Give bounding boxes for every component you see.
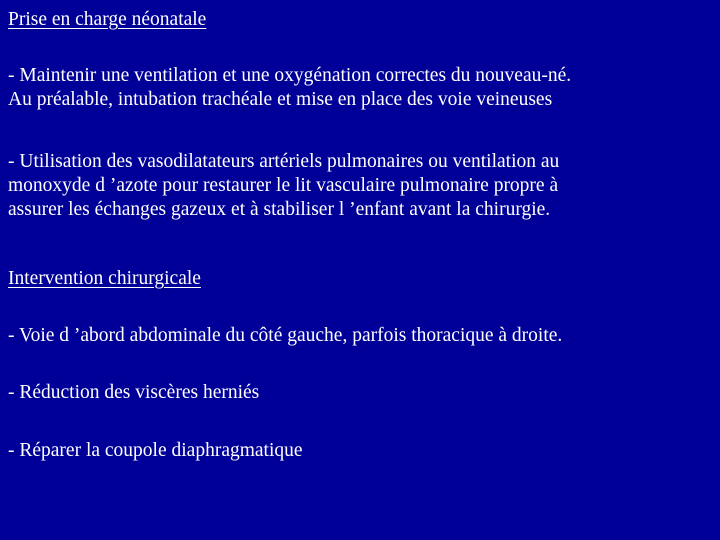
text-line: Au préalable, intubation trachéale et mise en place des voie veineuses: [8, 89, 553, 110]
paragraph-vasodilators: [8, 150, 716, 222]
paragraph-reduction: [8, 381, 716, 405]
text-line: - Réparer la coupole diaphragmatique: [8, 440, 303, 461]
paragraph-approach: [8, 324, 716, 348]
text-line: - Maintenir une ventilation et une oxygénation correctes du nouveau-né.: [8, 65, 572, 86]
section-heading-surgery: Intervention chirurgicale: [8, 268, 201, 289]
paragraph-repair: [8, 439, 716, 463]
paragraph-ventilation: [8, 64, 716, 112]
section-heading-neonatal-care: Prise en charge néonatale: [8, 9, 207, 30]
text-line: - Utilisation des vasodilatateurs artériels pulmonaires ou ventilation au: [8, 151, 560, 172]
text-line: monoxyde d ’azote pour restaurer le lit vasculaire pulmonaire propre à: [8, 175, 559, 196]
text-line: - Réduction des viscères herniés: [8, 382, 260, 403]
text-line: - Voie d ’abord abdominale du côté gauche, parfois thoracique à droite.: [8, 325, 563, 346]
text-line: assurer les échanges gazeux et à stabiliser l ’enfant avant la chirurgie.: [8, 199, 551, 220]
